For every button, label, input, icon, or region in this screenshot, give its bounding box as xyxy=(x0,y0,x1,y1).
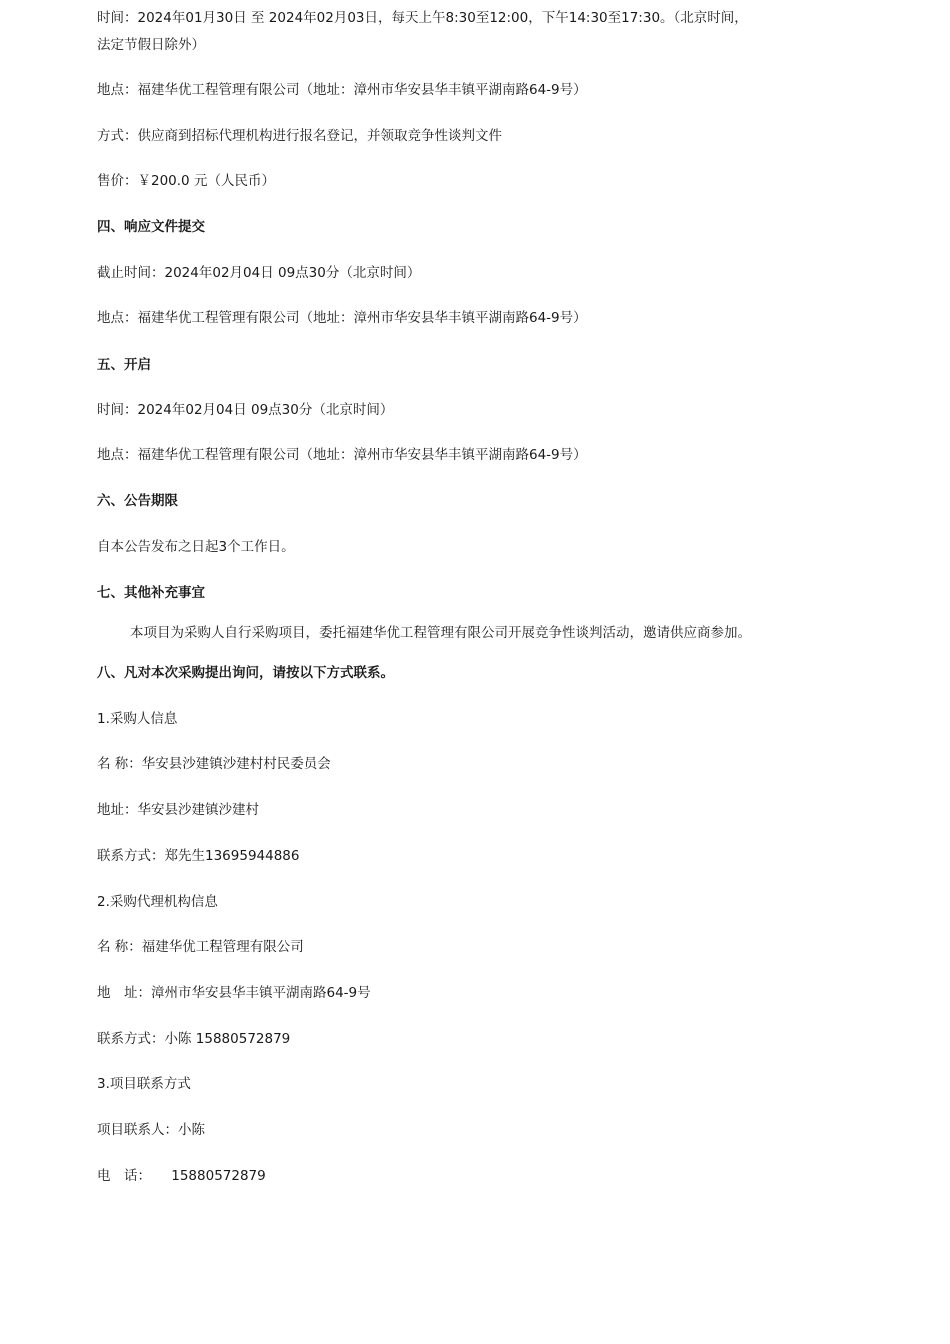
supplement-paragraph: 本项目为采购人自行采购项目，委托福建华优工程管理有限公司开展竞争性谈判活动，邀请供应商参加。 xyxy=(130,625,751,641)
agency-address: 地 址：漳州市华安县华丰镇平湖南路64-9号 xyxy=(97,985,371,1001)
purchaser-info-title: 1.采购人信息 xyxy=(97,711,178,727)
deadline-line: 截止时间：2024年02月04日 09点30分（北京时间） xyxy=(97,265,421,281)
section6-heading: 六、公告期限 xyxy=(97,493,178,509)
section8-heading: 八、凡对本次采购提出询问，请按以下方式联系。 xyxy=(97,665,394,681)
section5-heading: 五、开启 xyxy=(97,357,151,373)
project-contact-title: 3.项目联系方式 xyxy=(97,1076,191,1092)
price-line: 售价：￥200.0 元（人民币） xyxy=(97,173,275,189)
section7-heading: 七、其他补充事宜 xyxy=(97,585,205,601)
section4-heading: 四、响应文件提交 xyxy=(97,219,205,235)
agency-info-title: 2.采购代理机构信息 xyxy=(97,894,218,910)
location-line-2: 地点：福建华优工程管理有限公司（地址：漳州市华安县华丰镇平湖南路64-9号） xyxy=(97,310,587,326)
purchaser-contact: 联系方式：郑先生13695944886 xyxy=(97,848,300,864)
purchaser-name: 名 称：华安县沙建镇沙建村村民委员会 xyxy=(97,756,331,772)
open-time-line: 时间：2024年02月04日 09点30分（北京时间） xyxy=(97,402,394,418)
time-line: 时间：2024年01月30日 至 2024年02月03日，每天上午8:30至12:00，下午14:30至17:30。（北京时间，法定节假日除外） xyxy=(97,10,748,53)
location-line-1: 地点：福建华优工程管理有限公司（地址：漳州市华安县华丰镇平湖南路64-9号） xyxy=(97,82,587,98)
notice-period-line: 自本公告发布之日起3个工作日。 xyxy=(97,539,295,555)
agency-contact: 联系方式：小陈 15880572879 xyxy=(97,1031,291,1047)
purchaser-address: 地址：华安县沙建镇沙建村 xyxy=(97,802,259,818)
method-line: 方式：供应商到招标代理机构进行报名登记，并领取竞争性谈判文件 xyxy=(97,128,502,144)
project-phone: 电 话： 15880572879 xyxy=(97,1168,266,1184)
location-line-3: 地点：福建华优工程管理有限公司（地址：漳州市华安县华丰镇平湖南路64-9号） xyxy=(97,447,587,463)
project-contact-person: 项目联系人：小陈 xyxy=(97,1122,205,1138)
agency-name: 名 称：福建华优工程管理有限公司 xyxy=(97,939,304,955)
